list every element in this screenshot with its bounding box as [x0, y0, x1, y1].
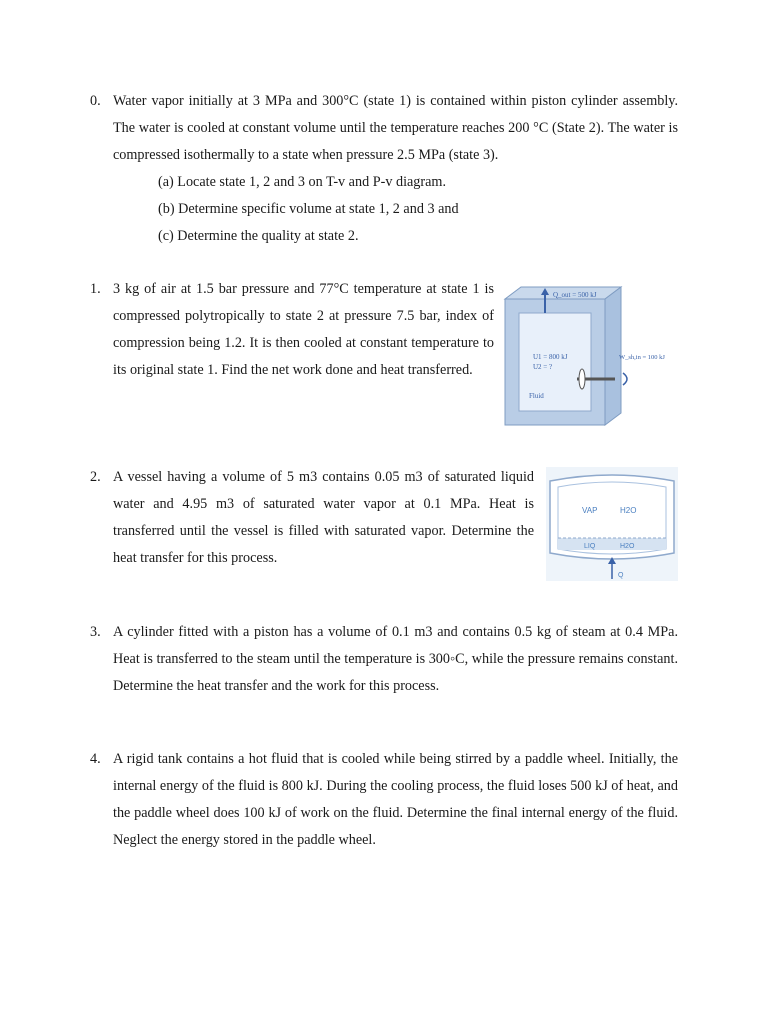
problem-1	[90, 276, 494, 384]
heat-out-label: Q_out = 500 kJ	[553, 291, 597, 299]
fluid-label: Fluid	[529, 392, 544, 400]
problem-number: 1.	[90, 281, 101, 297]
problem-number: 0.	[90, 93, 101, 109]
problem-text: A rigid tank contains a hot fluid that is cooled while being stirred by a paddle wheel. Initially, the internal energy of the fluid is 800 kJ. During the cooling process, the fluid loses 500 kJ of heat, and the paddle wheel does 100 kJ of work on the fluid. Determine the final internal energy of the fluid. Neglect the energy stored in the paddle wheel.	[113, 751, 678, 848]
problem-text: Water vapor initially at 3 MPa and 300°C (state 1) is contained within piston cylinder assembly. The water is cooled at constant volume until the temperature reaches 200 °C (State 2). The water is compressed isothermally to a state when pressure 2.5 MPa (state 3).	[113, 93, 678, 163]
problem-part-c: (c) Determine the quality at state 2.	[158, 228, 359, 244]
work-in-label: W_sh,in = 100 kJ	[619, 354, 665, 361]
problem-4	[90, 746, 678, 854]
problem-text: A cylinder fitted with a piston has a volume of 0.1 m3 and contains 0.5 kg of steam at 0.4 MPa. Heat is transferred to the steam until the temperature is 300◦C, while the pressure remains constant. Determine the heat transfer and the work for this process.	[113, 624, 678, 694]
problem-part-b: (b) Determine specific volume at state 1, 2 and 3 and	[158, 201, 459, 217]
problem-number: 4.	[90, 751, 101, 767]
vessel-figure	[546, 467, 678, 581]
u2-label: U2 = ?	[533, 363, 553, 371]
problem-text: A vessel having a volume of 5 m3 contains 0.05 m3 of saturated liquid water and 4.95 m3 of saturated water vapor at 0.1 MPa. Heat is transferred until the vessel is filled with saturated vapor. Determine the heat transfer for this process.	[113, 469, 534, 566]
liquid-label: LIQ	[584, 543, 596, 550]
tank-paddle-wheel-figure	[505, 283, 665, 428]
h2o-liquid-label: H2O	[620, 543, 635, 550]
problem-3	[90, 619, 678, 700]
problem-number: 3.	[90, 624, 101, 640]
u1-label: U1 = 800 kJ	[533, 353, 568, 361]
h2o-vapor-label: H2O	[620, 506, 637, 515]
problem-0	[90, 88, 678, 250]
vapor-label: VAP	[582, 506, 598, 515]
problem-part-a: (a) Locate state 1, 2 and 3 on T-v and P-v diagram.	[158, 174, 447, 190]
problem-text: 3 kg of air at 1.5 bar pressure and 77°C temperature at state 1 is compressed polytropically to state 2 at pressure 7.5 bar, index of compression being 1.2. It is then cooled at constant temperature to its original state 1. Find the net work done and heat transferred.	[113, 281, 494, 378]
heat-in-label: Q	[618, 572, 624, 579]
problem-number: 2.	[90, 469, 101, 485]
problem-2	[90, 464, 534, 572]
